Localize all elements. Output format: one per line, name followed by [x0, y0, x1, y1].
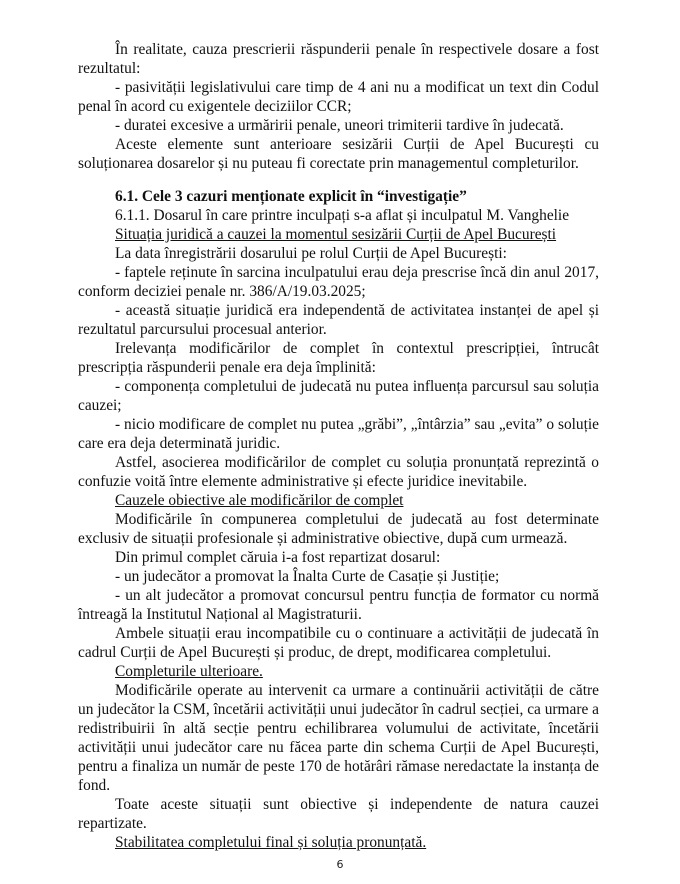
bullet-item: - duratei excesive a urmăririi penale, uneori trimiterii tardive în judecată.	[115, 117, 564, 134]
paragraph: Toate aceste situații sunt obiective și independente de natura cauzei repartizate.	[78, 796, 599, 832]
paragraph: Modificările operate au intervenit ca urmare a continuării activității de către un judecător la CSM, încetării activității unui judecător în cadrul secției, ca urmare a redistribuirii în altă secție pentru echilibrarea volumului de activitate, încetării activității unui judecător care nu făcea parte din schema Curții de Apel București, pentru a finaliza un număr de peste 170 de hotărâri rămase neredactate la instanța de fond.	[78, 682, 599, 794]
paragraph: În realitate, cauza prescrierii răspunderii penale în respectivele dosare a fost rezultatul:	[78, 41, 599, 77]
underlined-heading: Stabilitatea completului final și soluția pronunțată.	[115, 834, 427, 851]
bullet-item: - această situație juridică era independentă de activitatea instanței de apel și rezultatul parcursului procesual anterior.	[78, 302, 599, 338]
paragraph: Ambele situații erau incompatibile cu o continuare a activității de judecată în cadrul Curții de Apel București și produc, de drept, modificarea completului.	[78, 625, 599, 661]
paragraph: La data înregistrării dosarului pe rolul Curții de Apel București:	[115, 245, 507, 262]
bullet-item: - un judecător a promovat la Înalta Curte de Casație și Justiție;	[115, 568, 500, 585]
underlined-heading: Cauzele obiective ale modificărilor de complet	[115, 492, 404, 509]
bullet-item: - componența completului de judecată nu putea influența parcursul sau soluția cauzei;	[78, 378, 599, 414]
bullet-item: - faptele reținute în sarcina inculpatului erau deja prescrise încă din anul 2017, conform deciziei penale nr. 386/A/19.03.2025;	[78, 264, 599, 300]
paragraph: Irelevanța modificărilor de complet în contextul prescripției, întrucât prescripția răspunderii penale era deja împlinită:	[78, 340, 599, 376]
bullet-item: - nicio modificare de complet nu putea „grăbi”, „întârzia” sau „evita” o soluție care era deja determinată juridic.	[78, 416, 599, 452]
paragraph: Modificările în compunerea completului de judecată au fost determinate exclusiv de situații profesionale și administrative obiective, după cum urmează.	[78, 511, 599, 547]
subsection-heading: 6.1.1. Dosarul în care printre inculpați s-a aflat și inculpatul M. Vanghelie	[115, 207, 570, 224]
section-heading: 6.1. Cele 3 cazuri menționate explicit în “investigație”	[115, 188, 467, 205]
paragraph: Astfel, asocierea modificărilor de complet cu soluția pronunțată reprezintă o confuzie voită între elemente administrative și efecte juridice inevitabile.	[78, 454, 599, 490]
bullet-item: - un alt judecător a promovat concursul pentru funcția de formator cu normă întreagă la Institutul Național al Magistraturii.	[78, 587, 599, 623]
page-number: 6	[336, 858, 344, 871]
underlined-heading: Situația juridică a cauzei la momentul sesizării Curții de Apel București	[115, 226, 557, 243]
underlined-heading: Completurile ulterioare.	[115, 663, 263, 680]
document-page	[78, 40, 599, 852]
spacer	[78, 173, 599, 187]
paragraph: Din primul complet căruia i-a fost repartizat dosarul:	[115, 549, 441, 566]
bullet-item: - pasivității legislativului care timp de 4 ani nu a modificat un text din Codul penal în acord cu exigentele deciziilor CCR;	[78, 79, 599, 115]
paragraph: Aceste elemente sunt anterioare sesizării Curții de Apel București cu soluționarea dosarelor și nu puteau fi corectate prin managementul completurilor.	[78, 136, 599, 172]
